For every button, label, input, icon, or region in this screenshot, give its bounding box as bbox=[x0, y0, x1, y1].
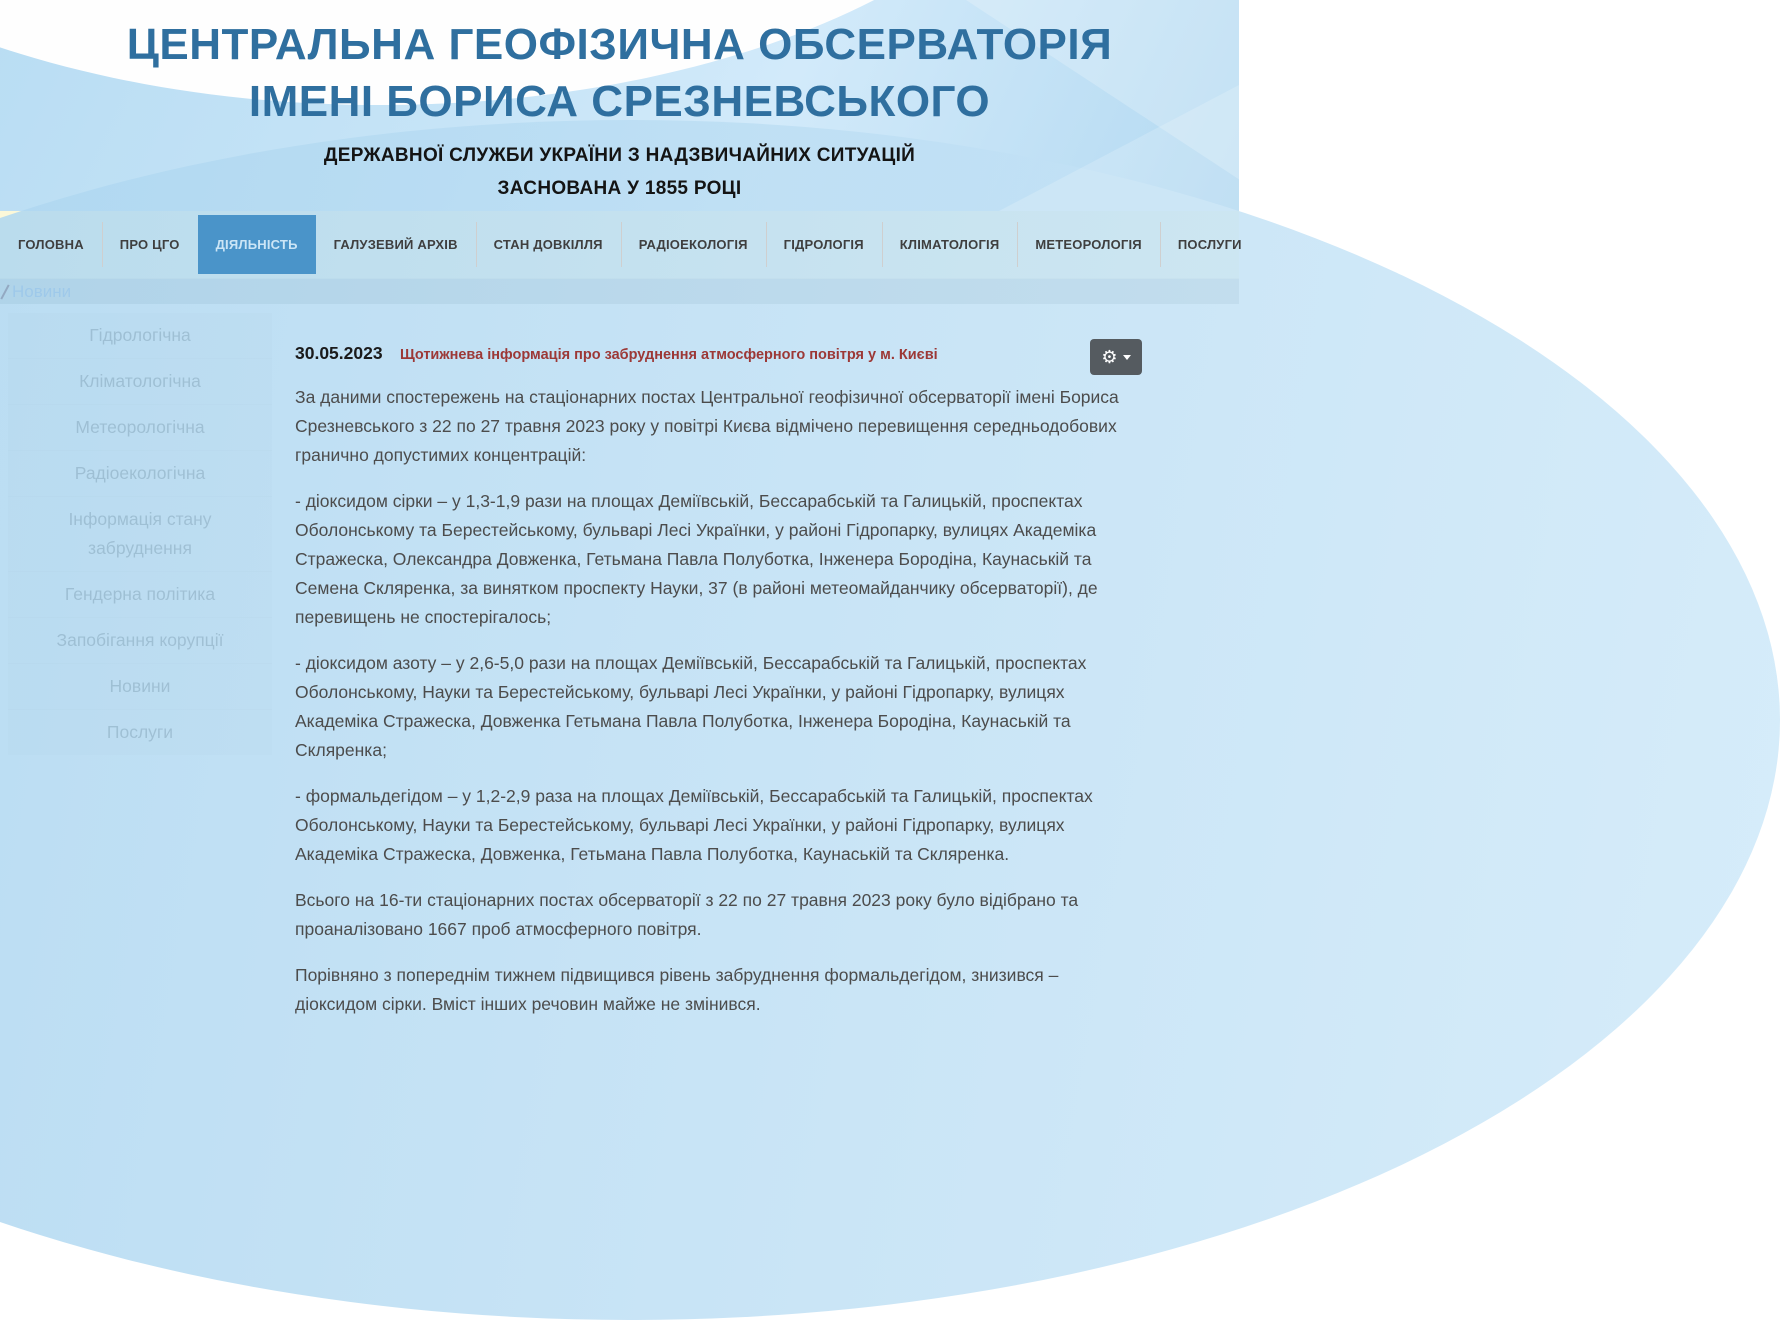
nav-tab-label: СТАН ДОВКІЛЛЯ bbox=[493, 237, 603, 252]
article-date: 30.05.2023 bbox=[295, 343, 383, 363]
main-nav-list bbox=[0, 211, 1242, 278]
site-title bbox=[0, 16, 1239, 130]
nav-tab[interactable] bbox=[316, 211, 476, 278]
site-title-line1: ЦЕНТРАЛЬНА ГЕОФІЗИЧНА ОБСЕРВАТОРІЯ bbox=[126, 20, 1113, 69]
article-body bbox=[295, 383, 1137, 1019]
nav-tab-label: ПРО ЦГО bbox=[119, 237, 180, 252]
nav-tab-label: ПОСЛУГИ bbox=[1177, 237, 1242, 252]
article-paragraph: Порівняно з попереднім тижнем підвищився рівень забруднення формальдегідом, знизився – діоксидом сірки. Вміст інших речовин майже не змінився. bbox=[295, 965, 1059, 1014]
nav-tab[interactable] bbox=[102, 211, 198, 278]
nav-tab[interactable] bbox=[476, 211, 621, 278]
nav-tab-label: ДІЯЛЬНІСТЬ bbox=[215, 237, 298, 252]
chevron-down-icon bbox=[1123, 355, 1131, 360]
nav-tab[interactable] bbox=[1017, 211, 1159, 278]
article-title-link[interactable]: Щотижнева інформація про забруднення атмосферного повітря у м. Києві bbox=[400, 347, 938, 363]
nav-tab[interactable] bbox=[621, 211, 766, 278]
site-header bbox=[0, 0, 1239, 211]
nav-tab[interactable] bbox=[198, 215, 316, 274]
gear-icon: ⚙ bbox=[1101, 347, 1118, 367]
article-settings-button[interactable] bbox=[1090, 339, 1142, 375]
article bbox=[295, 313, 1137, 1036]
nav-tab-label: ГОЛОВНА bbox=[18, 237, 84, 252]
article-paragraph: - діоксидом сірки – у 1,3-1,9 рази на площах Деміївській, Бессарабській та Галицькій, проспектах Оболонському та Берестейському, бульварі Лесі Українки, у районі Гідропарку, вулицях Академіка Стражеска, Олександра Довженка, Гетьмана Павла Полуботка, Інженера Бородіна, Каунаській та Семена Скляренка, за винятком проспекту Науки, 37 (в районі метеомайданчику обсерваторії), де перевищень не спостерігалось; bbox=[295, 491, 1098, 627]
article-paragraph: - діоксидом азоту – у 2,6-5,0 рази на площах Деміївській, Бессарабській та Галицькій, проспектах Оболонському, Науки та Берестейському, бульварі Лесі Українки, у районі Гідропарку, вулицях Академіка Стражеска, Довженка Гетьмана Павла Полуботка, Інженера Бородіна, Каунаській та Скляренка; bbox=[295, 653, 1087, 760]
site-subtitle bbox=[0, 139, 1239, 205]
nav-tab[interactable] bbox=[1160, 211, 1260, 278]
article-paragraph: За даними спостережень на стаціонарних постах Центральної геофізичної обсерваторії імені Бориса Срезневського з 22 по 27 травня 2023 року у повітрі Києва відмічено перевищення середньодобових гранично допустимих концентрацій: bbox=[295, 387, 1119, 465]
nav-tab-label: ГІДРОЛОГІЯ bbox=[783, 237, 864, 252]
nav-tab-label: КЛІМАТОЛОГІЯ bbox=[899, 237, 1000, 252]
site-subtitle-line2: ЗАСНОВАНА У 1855 РОЦІ bbox=[497, 178, 742, 199]
nav-tab[interactable] bbox=[766, 211, 882, 278]
article-paragraph: Всього на 16-ти стаціонарних постах обсерваторії з 22 по 27 травня 2023 року було відібрано та проаналізовано 1667 проб атмосферного повітря. bbox=[295, 890, 1079, 939]
nav-tab-label: МЕТЕОРОЛОГІЯ bbox=[1035, 237, 1142, 252]
article-paragraph: - формальдегідом – у 1,2-2,9 раза на площах Деміївській, Бессарабській та Галицькій, проспектах Оболонському, Науки та Берестейському, бульварі Лесі Українки, у районі Гідропарку, вулицях Академіка Стражеска, Довженка, Гетьмана Павла Полуботка, Каунаській та Скляренка. bbox=[295, 786, 1093, 864]
site-subtitle-line1: ДЕРЖАВНОЇ СЛУЖБИ УКРАЇНИ З НАДЗВИЧАЙНИХ СИТУАЦІЙ bbox=[323, 145, 916, 166]
nav-tab-label: ГАЛУЗЕВИЙ АРХІВ bbox=[333, 237, 458, 252]
article-header bbox=[295, 343, 1137, 367]
nav-tab[interactable] bbox=[0, 211, 102, 278]
nav-tab-label: РАДІОЕКОЛОГІЯ bbox=[638, 237, 748, 252]
nav-tab[interactable] bbox=[882, 211, 1018, 278]
main-nav bbox=[0, 211, 1242, 279]
site-title-line2: ІМЕНІ БОРИСА СРЕЗНЕВСЬКОГО bbox=[248, 77, 991, 126]
